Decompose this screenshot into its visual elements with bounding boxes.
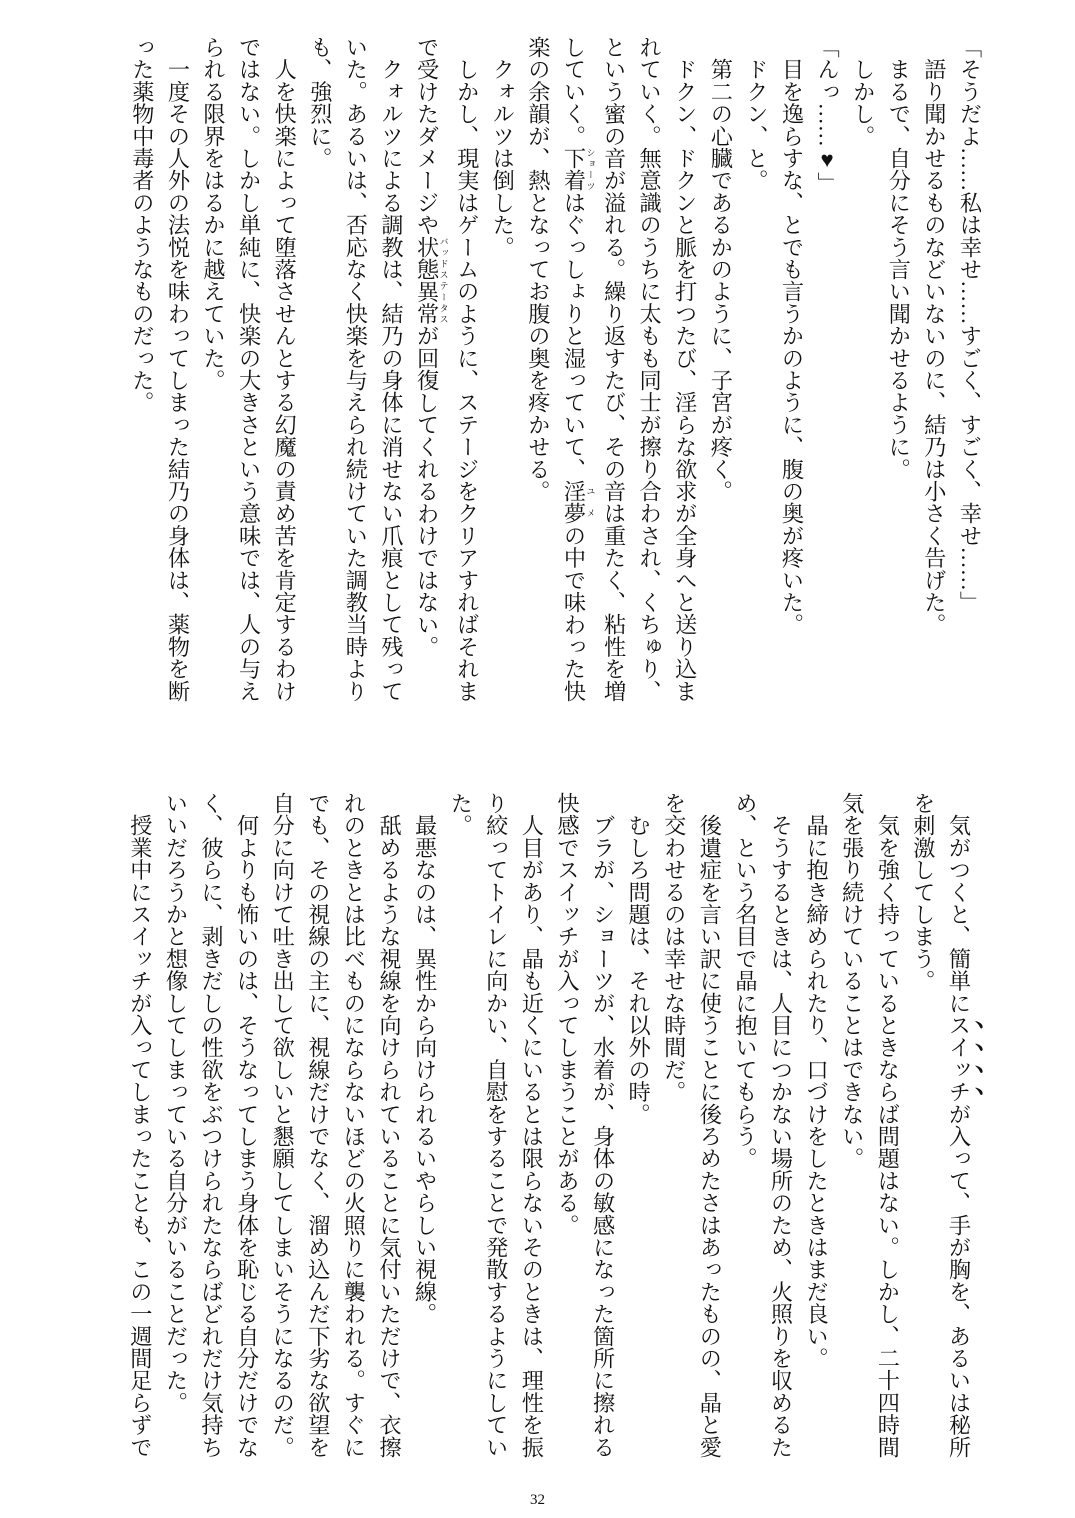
ruby-reading: ユメ — [585, 480, 596, 525]
text-column: 楽の余韻が、熱となってお腹の奥を疼かせる。 — [525, 36, 551, 503]
text-column: 舐めるような視線を向けられていることに気付いただけで、衣擦 — [376, 792, 402, 1458]
ruby-reading: バッドステータス — [438, 235, 449, 325]
text-column: め、という名目で晶に抱いてもらう。 — [732, 792, 758, 1170]
text-segment: 気がつくと、簡単に — [946, 792, 971, 1014]
text-column: く、彼らに、剥きだしの性欲をぶつけられたならばどれだけ気持ち — [198, 792, 224, 1458]
ruby-annotation — [414, 235, 449, 325]
text-column — [940, 792, 987, 1492]
text-segment: の中で味わった快 — [560, 524, 586, 703]
text-column: しかし、現実はゲームのように、ステージをクリアすればそれま — [454, 36, 480, 702]
text-column: 自分に向けて吐き出して欲しいと懇願してしまいそうになるのだ。 — [269, 792, 295, 1458]
text-column: た。 — [447, 792, 473, 837]
text-column: 語り聞かせるものなどいないのに、結乃は小さく告げた。 — [921, 36, 947, 636]
text-column: ドクン、と。 — [743, 36, 769, 192]
text-block-upper — [124, 36, 987, 736]
ruby-base: 状態異常 — [414, 235, 440, 325]
text-column: も、強烈に。 — [307, 36, 333, 170]
text-column: いた。あるいは、否応なく快楽を与えられ続けていた調教当時より — [342, 36, 368, 702]
text-column: いいだろうかと想像してしまっている自分がいることだった。 — [162, 792, 188, 1414]
text-segment: はぐっしょりと湿っていて、 — [560, 191, 586, 481]
ruby-base: 淫夢 — [560, 480, 586, 525]
text-column: 「そうだよ……私は幸せ……すごく、すごく、幸せ……」 — [957, 36, 982, 614]
text-column: そうするときは、人目につかない場所のため、火照りを収めるた — [768, 792, 794, 1458]
ruby-reading: ショーツ — [585, 147, 596, 192]
text-segment: で受けたダメージや — [414, 36, 440, 236]
text-segment: が入って、手が胸を、あるいは秘所 — [946, 1102, 971, 1459]
text-column: まるで、自分にそう言い聞かせるように。 — [885, 36, 911, 480]
text-column: 人を快楽によって堕落させんとする幻魔の責め苦を肯定するわけ — [271, 36, 297, 702]
text-column: れていく。無意識のうちに太もも同士が擦り合わされ、くちゅり、 — [636, 36, 662, 702]
text-column: を刺激してしまう。 — [910, 792, 936, 992]
text-column: り絞ってトイレに向かい、自慰をすることで発散するようにしてい — [483, 792, 509, 1458]
text-column: ではない。しかし単純に、快楽の大きさという意味では、人の与え — [236, 36, 262, 702]
text-column: クォルツによる調教は、結乃の身体に消せない爪痕として残って — [378, 36, 404, 702]
ruby-annotation — [560, 480, 596, 525]
text-block-lower — [122, 792, 987, 1492]
text-column: 後遺症を言い訳に使うことに後ろめたさはあったものの、晶と愛 — [696, 792, 722, 1458]
text-column: られる限界をはるかに越えていた。 — [200, 36, 226, 392]
text-column: 気を強く持っているときならば問題はない。しかし、二十四時間 — [874, 792, 900, 1458]
text-segment: が回復してくれるわけではない。 — [414, 324, 440, 658]
text-column: ドクン、ドクンと脈を打つたび、淫らな欲求が全身へと送り込ま — [672, 36, 698, 702]
text-column: しかし。 — [850, 36, 876, 147]
text-column: 気を張り続けていることはできない。 — [839, 792, 865, 1170]
emphasized-text: スイッチ — [946, 1014, 971, 1103]
text-column: むしろ問題は、それ以外の時。 — [625, 792, 651, 1125]
text-segment: していく。 — [560, 36, 586, 147]
text-column: 目を逸らすな、とでも言うかのように、腹の奥が疼いた。 — [779, 36, 805, 636]
ruby-annotation — [560, 147, 596, 192]
ruby-base: 下着 — [560, 147, 586, 192]
text-column: 最悪なのは、異性から向けられるいやらしい視線。 — [412, 792, 438, 1325]
text-column: ブラが、ショーツが、水着が、身体の敏感になった箇所に擦れる — [590, 792, 616, 1458]
text-column: 一度その人外の法悦を味わってしまった結乃の身体は、薬物を断 — [164, 36, 190, 702]
text-column: 「んっ……♥」 — [814, 36, 840, 195]
text-column: 人目があり、晶も近くにいるとは限らないそのときは、理性を振 — [518, 792, 544, 1458]
page-number: 32 — [530, 1492, 545, 1508]
text-column: 何よりも怖いのは、そうなってしまう身体を恥じる自分だけでな — [234, 792, 260, 1458]
text-column: を交わせるのは幸せな時間だ。 — [661, 792, 687, 1103]
text-column: 授業中にスイッチが入ってしまったことも、この一週間足らずで — [127, 792, 153, 1458]
text-column: 第二の心臓であるかのように、子宮が疼く。 — [707, 36, 733, 503]
text-column — [409, 36, 449, 736]
text-column: でも、その視線の主に、視線だけでなく、溜め込んだ下劣な欲望を — [305, 792, 331, 1458]
text-column: 快感でスイッチが入ってしまうことがある。 — [554, 792, 580, 1236]
text-column: った薬物中毒者のようなものだった。 — [129, 36, 155, 414]
text-column: という蜜の音が溢れる。繰り返すたび、その音は重たく、粘性を増 — [601, 36, 627, 702]
text-column: クォルツは倒した。 — [489, 36, 515, 258]
text-column: 晶に抱き締められたり、口づけをしたときはまだ良い。 — [803, 792, 829, 1370]
text-column — [555, 36, 595, 736]
text-column: れのときとは比べものにならないほどの火照りに襲われる。すぐに — [340, 792, 366, 1458]
